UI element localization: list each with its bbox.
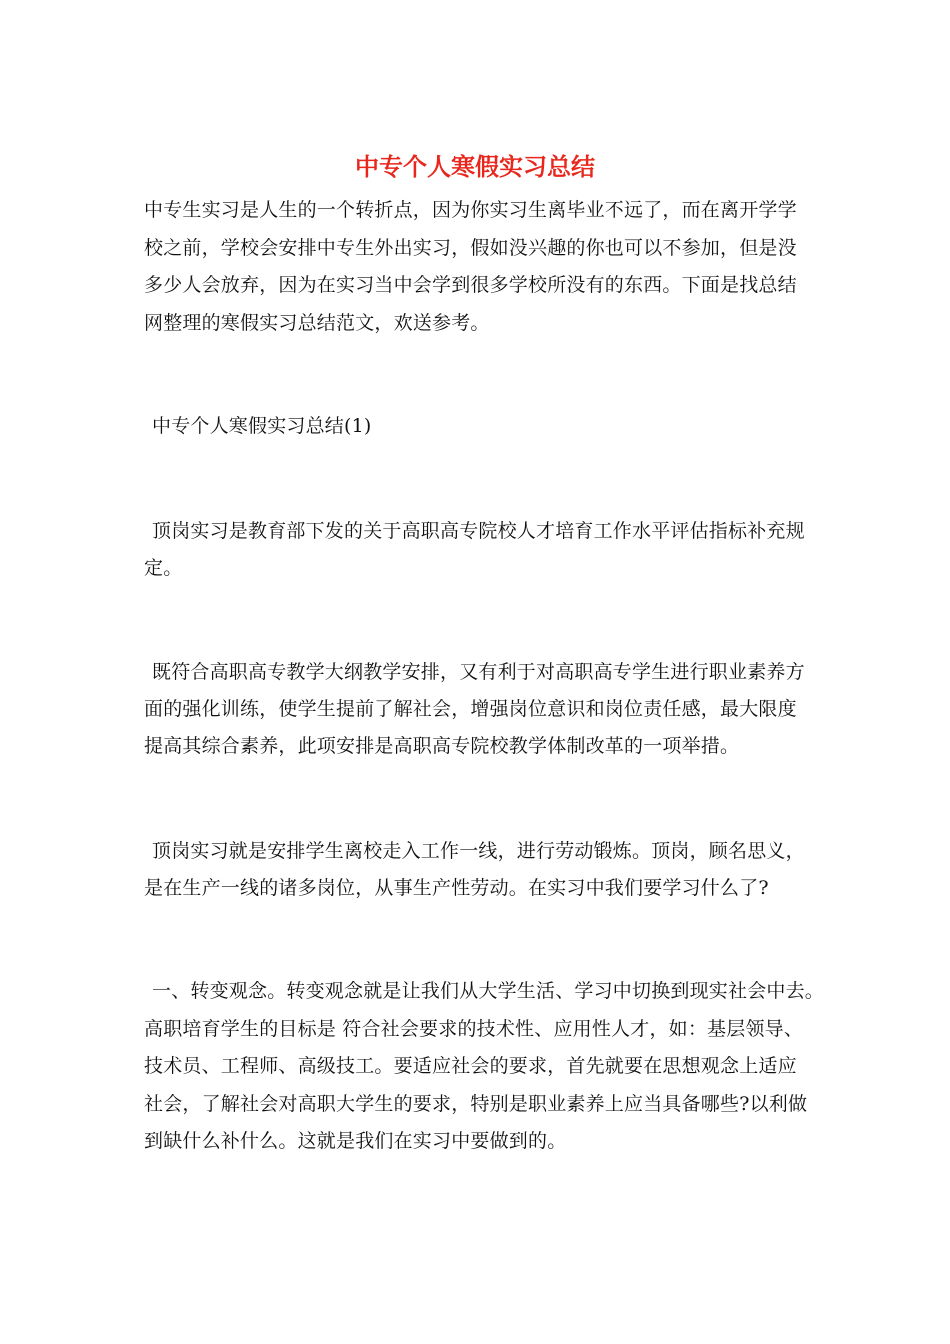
paragraph-line: 既符合高职高专教学大纲教学安排，又有利于对高职高专学生进行职业素养方 xyxy=(152,661,805,683)
paragraph-line: 面的强化训练，使学生提前了解社会，增强岗位意识和岗位责任感，最大限度 xyxy=(144,698,797,720)
section-heading: 中专个人寒假实习总结(1) xyxy=(152,415,372,437)
paragraph-line: 顶岗实习就是安排学生离校走入工作一线，进行劳动锻炼。顶岗，顾名思义， xyxy=(152,840,805,862)
paragraph-line: 技术员、工程师、高级技工。要适应社会的要求，首先就要在思想观念上适应 xyxy=(144,1055,797,1077)
intro-line: 中专生实习是人生的一个转折点，因为你实习生离毕业不远了，而在离开学学 xyxy=(144,199,797,221)
intro-line: 多少人会放弃，因为在实习当中会学到很多学校所没有的东西。下面是找总结 xyxy=(144,274,797,296)
paragraph-line: 高职培育学生的目标是 符合社会要求的技术性、应用性人才，如：基层领导、 xyxy=(144,1018,804,1040)
intro-line: 网整理的寒假实习总结范文，欢送参考。 xyxy=(144,312,490,334)
paragraph-line: 到缺什么补什么。这就是我们在实习中要做到的。 xyxy=(144,1130,567,1152)
paragraph-line: 社会，了解社会对高职大学生的要求，特别是职业素养上应当具备哪些?以利做 xyxy=(144,1093,808,1115)
paragraph-line: 一、转变观念。转变观念就是让我们从大学生活、学习中切换到现实社会中去。 xyxy=(152,980,825,1002)
paragraph-line: 提高其综合素养，此项安排是高职高专院校教学体制改革的一项举措。 xyxy=(144,735,740,757)
document-title: 中专个人寒假实习总结 xyxy=(355,152,595,181)
paragraph-line: 是在生产一线的诸多岗位，从事生产性劳动。在实习中我们要学习什么了? xyxy=(144,877,769,899)
intro-line: 校之前，学校会安排中专生外出实习，假如没兴趣的你也可以不参加，但是没 xyxy=(144,237,797,259)
paragraph-line: 定。 xyxy=(144,557,183,579)
paragraph-line: 顶岗实习是教育部下发的关于高职高专院校人才培育工作水平评估指标补充规 xyxy=(152,520,805,542)
